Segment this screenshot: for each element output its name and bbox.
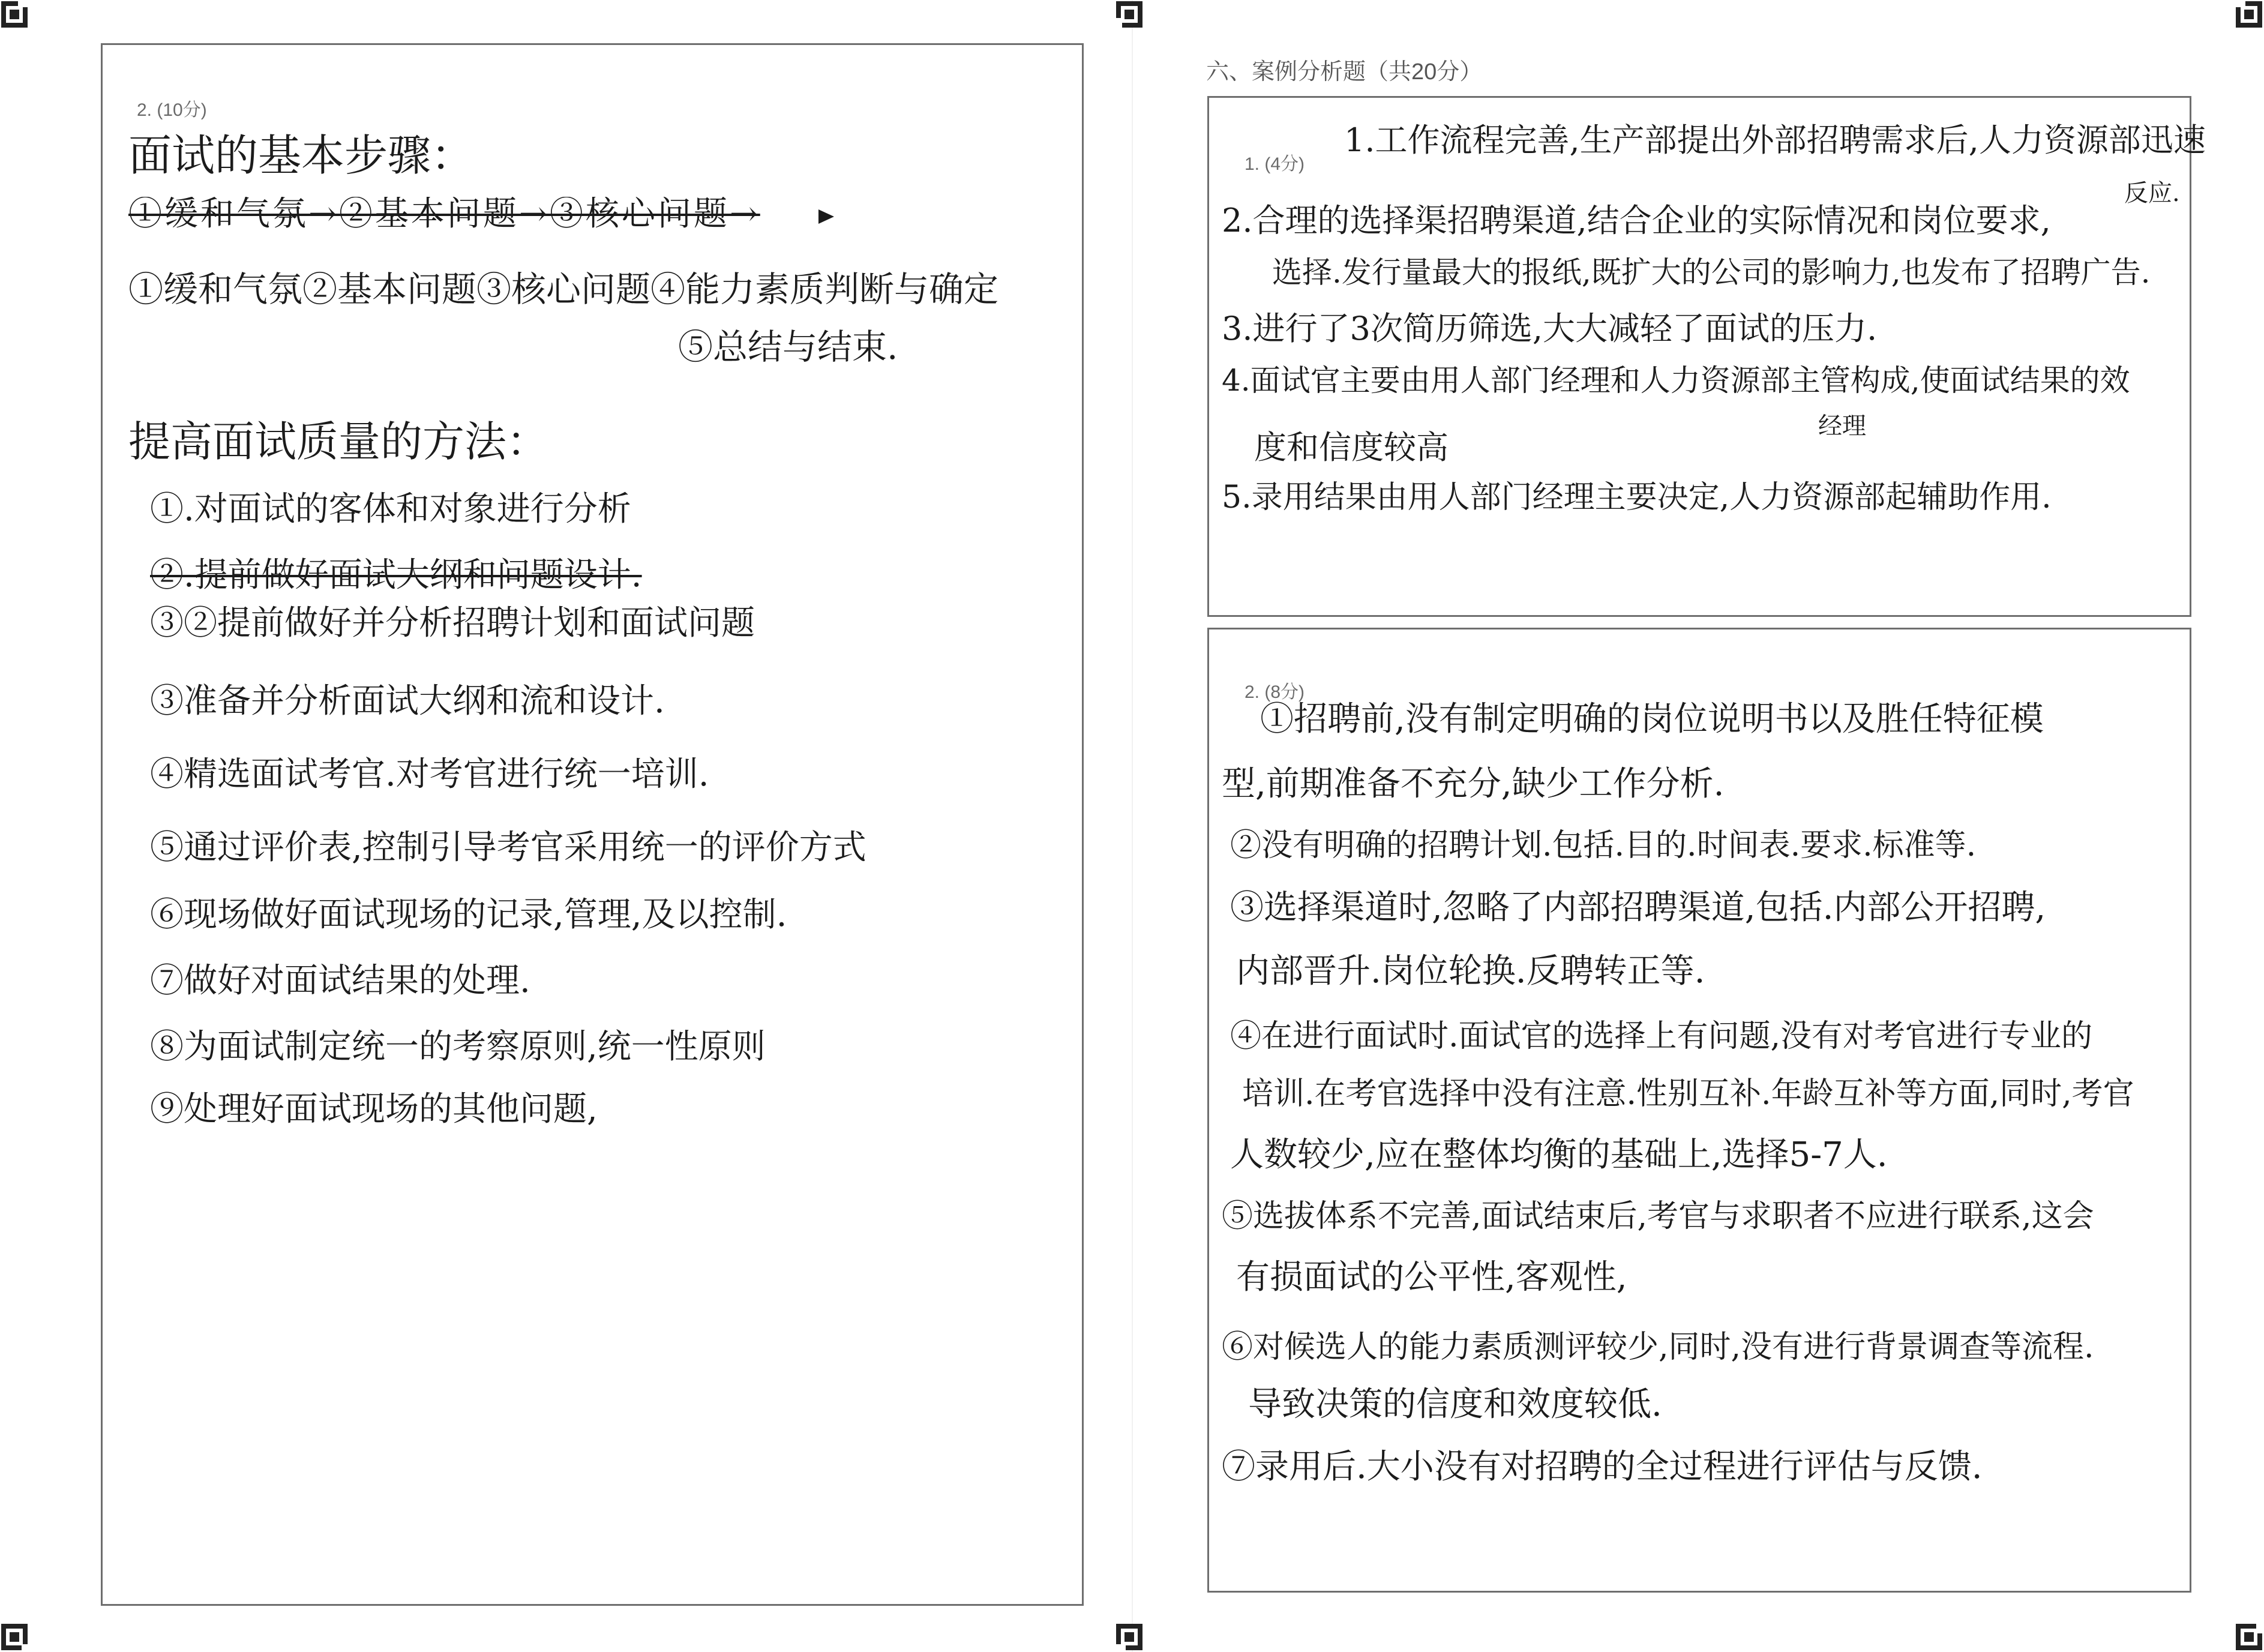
case-q1-annotation: 经理: [1818, 412, 1866, 440]
page-fold-divider: [1132, 0, 1133, 1652]
corner-registration-mark: [0, 1623, 29, 1651]
case-q2-line: ②没有明确的招聘计划.包括.目的.时间表.要求.标准等.: [1230, 828, 1977, 864]
interview-steps-line-1: ①缓和气氛②基本问题③核心问题④能力素质判断与确定: [128, 269, 999, 310]
case-q2-line: 人数较少,应在整体均衡的基础上,选择5-7人.: [1230, 1135, 1888, 1174]
method-item: ⑧为面试制定统一的考察原则,统一性原则: [150, 1027, 766, 1066]
case-q1-line: 4.面试官主要由用人部门经理和人力资源部主管构成,使面试结果的效: [1222, 363, 2130, 398]
case-q2-line: ⑥对候选人的能力素质测评较少,同时,没有进行背景调查等流程.: [1222, 1329, 2094, 1365]
case-q2-line: 导致决策的信度和效度较低.: [1248, 1385, 1662, 1424]
case-q1-line: 3.进行了3次简历筛选,大大减轻了面试的压力.: [1222, 310, 1878, 347]
case-q2-line: ④在进行面试时.面试官的选择上有问题,没有对考官进行专业的: [1230, 1018, 2093, 1054]
heading-improve-methods: 提高面试质量的方法：: [128, 417, 548, 466]
case-q2-line: ①招聘前,没有制定明确的岗位说明书以及胜任特征模: [1260, 700, 2044, 739]
case-q1-line: 度和信度较高: [1254, 428, 1449, 466]
method-item: ①.对面试的客体和对象进行分析: [150, 490, 631, 529]
case-q2-line: ③选择渠道时,忽略了内部招聘渠道,包括.内部公开招聘,: [1230, 888, 2046, 927]
corner-registration-mark: [1115, 1623, 1144, 1651]
method-item: ④精选面试考官.对考官进行统一培训.: [150, 755, 709, 794]
interview-steps-line-2: ⑤总结与结束.: [678, 326, 898, 367]
heading-interview-steps: 面试的基本步骤：: [128, 130, 475, 181]
arrow-icon: [818, 209, 834, 224]
case-q1-line: 1.工作流程完善,生产部提出外部招聘需求后,人力资源部迅速: [1344, 121, 2206, 159]
method-item: ③准备并分析面试大纲和流和设计.: [150, 682, 665, 721]
case-q2-line: 内部晋升.岗位轮换.反聘转正等.: [1236, 952, 1705, 991]
corner-registration-mark: [1115, 0, 1144, 29]
corner-registration-mark: [0, 0, 29, 29]
case-q2-line: ⑤选拔体系不完善,面试结束后,考官与求职者不应进行联系,这会: [1222, 1198, 2094, 1234]
crossed-out-flow: ①缓和气氛→②基本问题→③核心问题→: [128, 197, 760, 232]
section-title-case-analysis: 六、案例分析题（共20分）: [1206, 59, 1483, 85]
method-item: ⑥现场做好面试现场的记录,管理,及以控制.: [150, 895, 787, 934]
method-item: ⑦做好对面试结果的处理.: [150, 961, 530, 1000]
question-label: 2. (8分): [1245, 682, 1305, 702]
case-q2-line: 培训.在考官选择中没有注意.性别互补.年龄互补等方面,同时,考官: [1242, 1076, 2134, 1112]
case-q2-line: ⑦录用后.大小没有对招聘的全过程进行评估与反馈.: [1222, 1447, 1983, 1486]
method-item-crossed: ②.提前做好面试大纲和问题设计.: [150, 556, 642, 595]
corner-registration-mark: [2235, 0, 2263, 29]
case-q1-line: 2.合理的选择渠招聘渠道,结合企业的实际情况和岗位要求,: [1222, 202, 2051, 239]
question-label: 2. (10分): [137, 100, 207, 120]
case-q2-line: 型,前期准备不充分,缺少工作分析.: [1222, 764, 1725, 803]
method-item: ⑨处理好面试现场的其他问题,: [150, 1090, 598, 1129]
case-q1-line: 5.录用结果由用人部门经理主要决定,人力资源部起辅助作用.: [1222, 479, 2052, 515]
method-item: ③②提前做好并分析招聘计划和面试问题: [150, 604, 755, 643]
answer-box-case-q1: [1207, 96, 2191, 617]
corner-registration-mark: [2235, 1623, 2263, 1651]
method-item: ⑤通过评价表,控制引导考官采用统一的评价方式: [150, 828, 866, 867]
question-label: 1. (4分): [1245, 154, 1305, 174]
case-q1-line: 选择.发行量最大的报纸,既扩大的公司的影响力,也发布了招聘广告.: [1272, 255, 2151, 290]
case-q2-line: 有损面试的公平性,客观性,: [1236, 1258, 1627, 1297]
case-q1-annotation: 反应.: [2124, 179, 2180, 207]
